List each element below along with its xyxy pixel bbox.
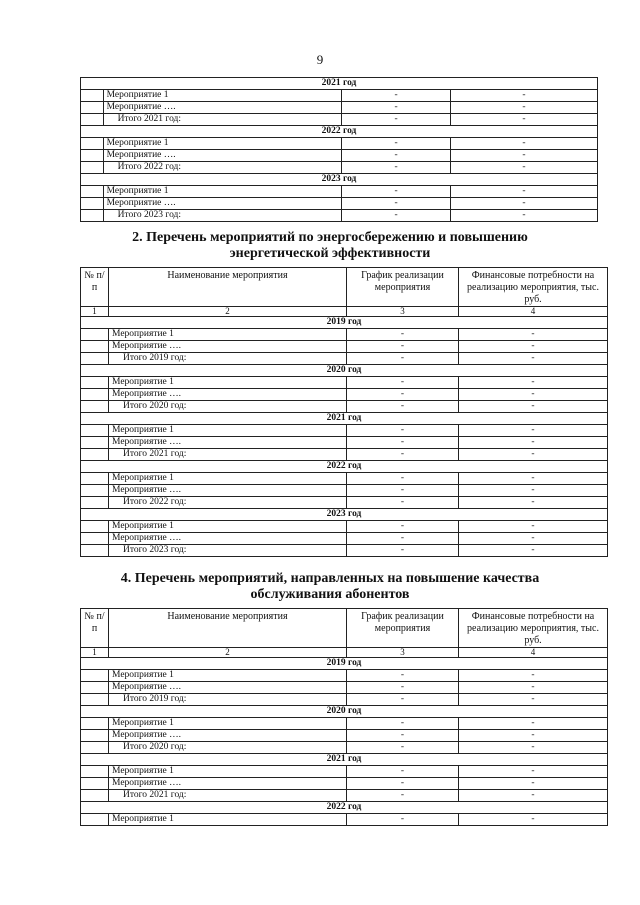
continued-events-table: [80, 77, 598, 222]
schedule-value: -: [347, 682, 459, 694]
finance-value: -: [451, 114, 598, 126]
schedule-value: -: [347, 790, 459, 802]
number-cell: [81, 186, 104, 198]
table-row: [81, 730, 608, 742]
section-2-title-line1: 2. Перечень мероприятий по энергосбережению и повышению: [132, 230, 528, 245]
year-row: [81, 126, 598, 138]
year-row: [81, 658, 608, 670]
event-name: Мероприятие 1: [109, 814, 347, 826]
schedule-value: -: [347, 485, 459, 497]
finance-value: -: [459, 389, 608, 401]
number-cell: [81, 521, 109, 533]
number-cell: [81, 473, 109, 485]
schedule-value: -: [347, 449, 459, 461]
schedule-value: -: [347, 353, 459, 365]
finance-value: -: [451, 138, 598, 150]
schedule-value: -: [347, 389, 459, 401]
event-name: Мероприятие ….: [103, 198, 341, 210]
schedule-value: -: [342, 150, 451, 162]
finance-value: -: [459, 766, 608, 778]
year-label: 2023 год: [81, 509, 608, 521]
column-number-cell: 2: [109, 648, 347, 658]
event-name: Мероприятие ….: [109, 778, 347, 790]
number-cell: [81, 425, 109, 437]
page-number: 9: [316, 52, 324, 67]
table-row: [81, 377, 608, 389]
finance-value: -: [459, 742, 608, 754]
table-row: [81, 497, 608, 509]
schedule-value: -: [342, 138, 451, 150]
number-cell: [81, 742, 109, 754]
number-cell: [81, 198, 104, 210]
table-row: [81, 437, 608, 449]
number-cell: [81, 102, 104, 114]
year-row: [81, 365, 608, 377]
schedule-value: -: [342, 162, 451, 174]
column-number-cell: 3: [347, 648, 459, 658]
total-label: Итого 2023 год:: [109, 545, 347, 557]
schedule-value: -: [347, 742, 459, 754]
event-name: Мероприятие 1: [109, 670, 347, 682]
event-name: Мероприятие 1: [103, 90, 341, 102]
number-cell: [81, 694, 109, 706]
event-name: Мероприятие 1: [109, 425, 347, 437]
schedule-value: -: [347, 778, 459, 790]
number-cell: [81, 210, 104, 222]
finance-value: -: [459, 341, 608, 353]
column-number-cell: 4: [459, 307, 608, 317]
year-label: 2021 год: [81, 78, 598, 90]
finance-value: -: [459, 730, 608, 742]
number-cell: [81, 533, 109, 545]
number-cell: [81, 766, 109, 778]
header-schedule-cell: График реализации мероприятия: [347, 609, 459, 648]
table-row: [81, 90, 598, 102]
event-name: Мероприятие ….: [109, 682, 347, 694]
event-name: Мероприятие ….: [109, 341, 347, 353]
finance-value: -: [459, 682, 608, 694]
total-label: Итого 2021 год:: [103, 114, 341, 126]
finance-value: -: [459, 401, 608, 413]
finance-value: -: [459, 670, 608, 682]
event-name: Мероприятие 1: [109, 329, 347, 341]
total-label: Итого 2020 год:: [109, 401, 347, 413]
year-label: 2021 год: [81, 413, 608, 425]
event-name: Мероприятие ….: [109, 730, 347, 742]
number-cell: [81, 497, 109, 509]
schedule-value: -: [347, 425, 459, 437]
year-label: 2022 год: [81, 802, 608, 814]
year-row: [81, 317, 608, 329]
finance-value: -: [459, 425, 608, 437]
finance-value: -: [459, 790, 608, 802]
energy-saving-events-table: [80, 267, 608, 557]
schedule-value: -: [347, 670, 459, 682]
number-cell: [81, 730, 109, 742]
event-name: Мероприятие ….: [103, 150, 341, 162]
schedule-value: -: [347, 329, 459, 341]
table-row: [81, 389, 608, 401]
column-number-cell: 3: [347, 307, 459, 317]
year-label: 2022 год: [81, 126, 598, 138]
header-name-cell: Наименование мероприятия: [109, 268, 347, 307]
table-row: [81, 198, 598, 210]
table-row: [81, 682, 608, 694]
finance-value: -: [459, 694, 608, 706]
number-cell: [81, 114, 104, 126]
schedule-value: -: [342, 210, 451, 222]
table-row: [81, 401, 608, 413]
finance-value: -: [451, 162, 598, 174]
column-number-cell: 1: [81, 307, 109, 317]
number-cell: [81, 682, 109, 694]
table-row: [81, 341, 608, 353]
schedule-value: -: [347, 545, 459, 557]
finance-value: -: [459, 449, 608, 461]
table-row: [81, 790, 608, 802]
number-cell: [81, 389, 109, 401]
table-row: [81, 670, 608, 682]
finance-value: -: [459, 718, 608, 730]
table-row: [81, 742, 608, 754]
total-label: Итого 2023 год:: [103, 210, 341, 222]
table-row: [81, 162, 598, 174]
event-name: Мероприятие ….: [109, 389, 347, 401]
number-cell: [81, 353, 109, 365]
number-cell: [81, 329, 109, 341]
schedule-value: -: [347, 437, 459, 449]
table-row: [81, 485, 608, 497]
section-2-title-line2: энергетической эффективности: [229, 246, 431, 261]
header-number-cell: № п/п: [81, 268, 109, 307]
header-finance-cell: Финансовые потребности на реализацию мероприятия, тыс. руб.: [459, 609, 608, 648]
year-row: [81, 754, 608, 766]
header-schedule-cell: График реализации мероприятия: [347, 268, 459, 307]
finance-value: -: [451, 150, 598, 162]
finance-value: -: [459, 533, 608, 545]
finance-value: -: [459, 497, 608, 509]
section-4-title-line1: 4. Перечень мероприятий, направленных на повышение качества: [120, 571, 540, 586]
schedule-value: -: [347, 718, 459, 730]
event-name: Мероприятие 1: [109, 473, 347, 485]
schedule-value: -: [347, 377, 459, 389]
event-name: Мероприятие 1: [109, 377, 347, 389]
finance-value: -: [459, 377, 608, 389]
table-row: [81, 353, 608, 365]
number-cell: [81, 545, 109, 557]
number-cell: [81, 814, 109, 826]
schedule-value: -: [347, 694, 459, 706]
event-name: Мероприятие 1: [109, 718, 347, 730]
finance-value: -: [451, 90, 598, 102]
event-name: Мероприятие 1: [109, 521, 347, 533]
schedule-value: -: [342, 114, 451, 126]
table-row: [81, 694, 608, 706]
schedule-value: -: [347, 766, 459, 778]
table-row: [81, 102, 598, 114]
number-cell: [81, 449, 109, 461]
number-cell: [81, 670, 109, 682]
section-4-title: [60, 571, 600, 603]
finance-value: -: [459, 521, 608, 533]
table-row: [81, 329, 608, 341]
number-cell: [81, 718, 109, 730]
event-name: Мероприятие 1: [109, 766, 347, 778]
schedule-value: -: [347, 814, 459, 826]
table-row: [81, 778, 608, 790]
total-label: Итого 2022 год:: [109, 497, 347, 509]
schedule-value: -: [342, 90, 451, 102]
year-row: [81, 802, 608, 814]
table-row: [81, 186, 598, 198]
finance-value: -: [459, 778, 608, 790]
schedule-value: -: [342, 102, 451, 114]
schedule-value: -: [347, 497, 459, 509]
table-row: [81, 210, 598, 222]
column-number-cell: 2: [109, 307, 347, 317]
finance-value: -: [451, 102, 598, 114]
table-row: [81, 150, 598, 162]
finance-value: -: [451, 186, 598, 198]
finance-value: -: [459, 545, 608, 557]
number-cell: [81, 377, 109, 389]
year-label: 2019 год: [81, 658, 608, 670]
header-name-cell: Наименование мероприятия: [109, 609, 347, 648]
table-row: [81, 766, 608, 778]
year-row: [81, 78, 598, 90]
table-row: [81, 545, 608, 557]
finance-value: -: [459, 485, 608, 497]
finance-value: -: [459, 814, 608, 826]
year-label: 2023 год: [81, 174, 598, 186]
event-name: Мероприятие ….: [109, 485, 347, 497]
schedule-value: -: [347, 401, 459, 413]
column-number-row: [81, 307, 608, 317]
number-cell: [81, 150, 104, 162]
year-row: [81, 461, 608, 473]
column-number-row: [81, 648, 608, 658]
number-cell: [81, 401, 109, 413]
number-cell: [81, 138, 104, 150]
table-row: [81, 425, 608, 437]
number-cell: [81, 790, 109, 802]
schedule-value: -: [342, 198, 451, 210]
header-finance-cell: Финансовые потребности на реализацию мероприятия, тыс. руб.: [459, 268, 608, 307]
total-label: Итого 2019 год:: [109, 353, 347, 365]
schedule-value: -: [347, 341, 459, 353]
event-name: Мероприятие 1: [103, 138, 341, 150]
schedule-value: -: [347, 730, 459, 742]
column-number-cell: 1: [81, 648, 109, 658]
finance-value: -: [459, 473, 608, 485]
schedule-value: -: [347, 521, 459, 533]
total-label: Итого 2020 год:: [109, 742, 347, 754]
table-row: [81, 533, 608, 545]
year-row: [81, 174, 598, 186]
finance-value: -: [459, 329, 608, 341]
year-label: 2021 год: [81, 754, 608, 766]
service-quality-events-table: [80, 608, 608, 826]
column-number-cell: 4: [459, 648, 608, 658]
year-row: [81, 509, 608, 521]
table-row: [81, 718, 608, 730]
year-row: [81, 706, 608, 718]
table-row: [81, 521, 608, 533]
number-cell: [81, 778, 109, 790]
table-header-row: [81, 609, 608, 648]
table-row: [81, 138, 598, 150]
year-label: 2020 год: [81, 365, 608, 377]
table-header-row: [81, 268, 608, 307]
total-label: Итого 2022 год:: [103, 162, 341, 174]
year-row: [81, 413, 608, 425]
total-label: Итого 2021 год:: [109, 790, 347, 802]
header-number-cell: № п/п: [81, 609, 109, 648]
table-row: [81, 814, 608, 826]
number-cell: [81, 90, 104, 102]
event-name: Мероприятие ….: [109, 533, 347, 545]
event-name: Мероприятие ….: [103, 102, 341, 114]
year-label: 2020 год: [81, 706, 608, 718]
finance-value: -: [451, 198, 598, 210]
event-name: Мероприятие ….: [109, 437, 347, 449]
table-row: [81, 473, 608, 485]
number-cell: [81, 485, 109, 497]
total-label: Итого 2019 год:: [109, 694, 347, 706]
schedule-value: -: [347, 473, 459, 485]
table-row: [81, 114, 598, 126]
number-cell: [81, 341, 109, 353]
year-label: 2019 год: [81, 317, 608, 329]
schedule-value: -: [342, 186, 451, 198]
schedule-value: -: [347, 533, 459, 545]
finance-value: -: [459, 437, 608, 449]
table-row: [81, 449, 608, 461]
number-cell: [81, 162, 104, 174]
event-name: Мероприятие 1: [103, 186, 341, 198]
finance-value: -: [451, 210, 598, 222]
number-cell: [81, 437, 109, 449]
section-2-title: [60, 230, 600, 262]
year-label: 2022 год: [81, 461, 608, 473]
total-label: Итого 2021 год:: [109, 449, 347, 461]
section-4-title-line2: обслуживания абонентов: [250, 587, 410, 602]
finance-value: -: [459, 353, 608, 365]
